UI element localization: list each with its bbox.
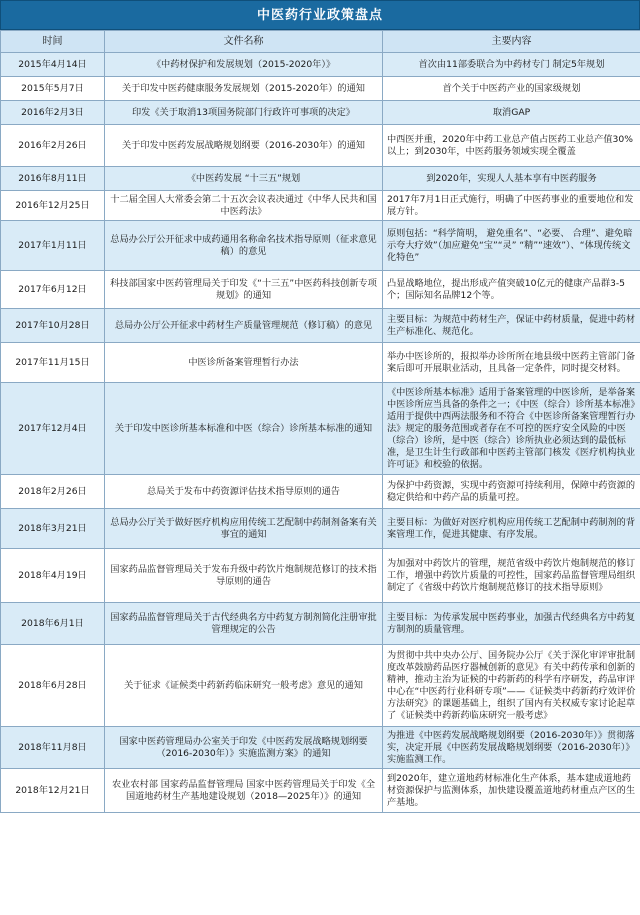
- date-cell: 2017年6月12日: [1, 271, 105, 309]
- date-cell: 2016年2月3日: [1, 101, 105, 125]
- header-content: 主要内容: [383, 31, 640, 53]
- date-cell: 2018年12月21日: [1, 769, 105, 813]
- document-cell: 农业农村部 国家药品监督管理局 国家中医药管理局关于印发《全国道地药材生产基地建设规划（2018—2025年）》的通知: [105, 769, 383, 813]
- date-cell: 2017年10月28日: [1, 309, 105, 343]
- table-row: [1, 603, 640, 645]
- document-cell: 国家药品监督管理局关于发布升级中药饮片炮制规范修订的技术指导原则的通告: [105, 549, 383, 603]
- content-cell: 到2020年，实现人人基本享有中医药服务: [383, 167, 640, 191]
- date-cell: 2018年6月28日: [1, 645, 105, 727]
- date-cell: 2016年12月25日: [1, 191, 105, 221]
- document-cell: 总局办公厅公开征求中药材生产质量管理规范（修订稿）的意见: [105, 309, 383, 343]
- document-cell: 中医诊所备案管理暂行办法: [105, 343, 383, 383]
- table-row: [1, 191, 640, 221]
- page-title: 中医药行业政策盘点: [0, 0, 640, 30]
- policy-table: [0, 30, 640, 813]
- table-row: [1, 769, 640, 813]
- document-cell: 关于征求《证候类中药新药临床研究一般考虑》意见的通知: [105, 645, 383, 727]
- date-cell: 2016年8月11日: [1, 167, 105, 191]
- content-cell: 主要目标：为规范中药材生产，保证中药材质量，促进中药材生产标准化、规范化。: [383, 309, 640, 343]
- content-cell: 取消GAP: [383, 101, 640, 125]
- content-cell: 主要目标：为做好对医疗机构应用传统工艺配制中药制剂的背案管理工作，促进其健康、有序发展。: [383, 509, 640, 549]
- document-cell: 国家药品监督管理局关于古代经典名方中药复方制剂简化注册审批管理规定的公告: [105, 603, 383, 645]
- table-row: [1, 645, 640, 727]
- content-cell: 中西医并重，2020年中药工业总产值占医药工业总产值30%以上；到2030年，中医药服务领域实现全覆盖: [383, 125, 640, 167]
- date-cell: 2018年3月21日: [1, 509, 105, 549]
- date-cell: 2017年1月11日: [1, 221, 105, 271]
- table-row: [1, 101, 640, 125]
- content-cell: 《中医诊所基本标准》适用于备案管理的中医诊所，是举备案中医诊所应当具备的条件之一；《中医（综合）诊所基本标准》适用于提供中西两法服务和不符合《中医诊所备案管理暂行办法》规定的服务范围或者存在不可控的医疗安全风险的中医（综合）诊所，是中医（综合）诊所执业必须达到的最低标准，是卫生计生行政部和中医药主管部门核发《医疗机构执业许可证》和校验的依据。: [383, 383, 640, 475]
- table-row: [1, 475, 640, 509]
- table-row: [1, 343, 640, 383]
- table-row: [1, 221, 640, 271]
- content-cell: 首次由11部委联合为中药材专门 制定5年规划: [383, 53, 640, 77]
- header-time: 时间: [1, 31, 105, 53]
- date-cell: 2017年11月15日: [1, 343, 105, 383]
- content-cell: 为保护中药资源，实现中药资源可持续利用，保障中药资源的稳定供给和中药产品的质量可控。: [383, 475, 640, 509]
- table-row: [1, 53, 640, 77]
- table-row: [1, 271, 640, 309]
- document-cell: 关于印发中医药发展战略规划纲要（2016-2030年）的通知: [105, 125, 383, 167]
- date-cell: 2018年4月19日: [1, 549, 105, 603]
- date-cell: 2018年11月8日: [1, 727, 105, 769]
- date-cell: 2016年2月26日: [1, 125, 105, 167]
- content-cell: 为贯彻中共中央办公厅、国务院办公厅《关于深化审评审批制度改革鼓励药品医疗器械创新的意见》有关中药传承和创新的精神，推动主治为证候的中药新药的科学有序研发，药品审评中心在“中医药行业科研专项”——《证候类中药新药疗效评价方法研究》的课题基础上，组织了国内有关权威专家讨论起草了《证候类中药新药临床研究一般考虑》: [383, 645, 640, 727]
- document-cell: 十二届全国人大常委会第二十五次会议表决通过《中华人民共和国中医药法》: [105, 191, 383, 221]
- content-cell: 为加强对中药饮片的管理，规范省级中药饮片炮制规范的修订工作，增强中药饮片质量的可控性，国家药品监督管理局组织制定了《省级中药饮片炮制规范修订的技术指导原则》: [383, 549, 640, 603]
- document-cell: 总局关于发布中药资源评估技术指导原则的通告: [105, 475, 383, 509]
- content-cell: 举办中医诊所的，报拟举办诊所所在地县级中医药主管部门备案后即可开展职业活动，且具备一定条件，同时提交材料。: [383, 343, 640, 383]
- header-document: 文件名称: [105, 31, 383, 53]
- document-cell: 关于印发中医诊所基本标准和中医（综合）诊所基本标准的通知: [105, 383, 383, 475]
- content-cell: 凸显战略地位，提出形成产值突破10亿元的健康产品群3-5个；国际知名品牌12个等。: [383, 271, 640, 309]
- document-cell: 关于印发中医药健康服务发展规划（2015-2020年）的通知: [105, 77, 383, 101]
- document-cell: 总局办公厅公开征求中成药通用名称命名技术指导原则（征求意见稿）的意见: [105, 221, 383, 271]
- table-row: [1, 77, 640, 101]
- content-cell: 到2020年，建立道地药材标准化生产体系，基本建成道地药材资源保护与监测体系，加快建设覆盖道地药材重点产区的生产基地。: [383, 769, 640, 813]
- document-cell: 印发《关于取消13项国务院部门行政许可事项的决定》: [105, 101, 383, 125]
- table-row: [1, 309, 640, 343]
- table-row: [1, 727, 640, 769]
- document-cell: 《中药材保护和发展规划（2015-2020年）》: [105, 53, 383, 77]
- content-cell: 为推进《中医药发展战略规划纲要（2016-2030年）》贯彻落实，决定开展《中医药发展战略规划纲要（2016-2030年）》实施监测工作。: [383, 727, 640, 769]
- date-cell: 2018年6月1日: [1, 603, 105, 645]
- date-cell: 2015年4月14日: [1, 53, 105, 77]
- content-cell: 2017年7月1日正式施行，明确了中医药事业的重要地位和发展方针。: [383, 191, 640, 221]
- table-row: [1, 167, 640, 191]
- date-cell: 2015年5月7日: [1, 77, 105, 101]
- date-cell: 2017年12月4日: [1, 383, 105, 475]
- table-row: [1, 383, 640, 475]
- content-cell: 原则包括：“科学简明， 避免重名”、“必要、 合理”、避免暗示夸大疗效”（加应避免“宝”“灵” “精”“速效”）、“体现传统文化特色”: [383, 221, 640, 271]
- table-row: [1, 549, 640, 603]
- table-row: [1, 509, 640, 549]
- date-cell: 2018年2月26日: [1, 475, 105, 509]
- document-cell: 科技部国家中医药管理局关于印发《“十三五”中医药科技创新专项规划》的通知: [105, 271, 383, 309]
- document-cell: 总局办公厅关于做好医疗机构应用传统工艺配制中药制剂备案有关事宜的通知: [105, 509, 383, 549]
- document-cell: 《中医药发展 “十三五”规划: [105, 167, 383, 191]
- table-row: [1, 125, 640, 167]
- document-cell: 国家中医药管理局办公室关于印发《中医药发展战略规划纲要（2016-2030年）》实施监测方案》的通知: [105, 727, 383, 769]
- content-cell: 主要目标：为传承发展中医药事业，加强古代经典名方中药复方制剂的质量管理。: [383, 603, 640, 645]
- content-cell: 首个关于中医药产业的国家级规划: [383, 77, 640, 101]
